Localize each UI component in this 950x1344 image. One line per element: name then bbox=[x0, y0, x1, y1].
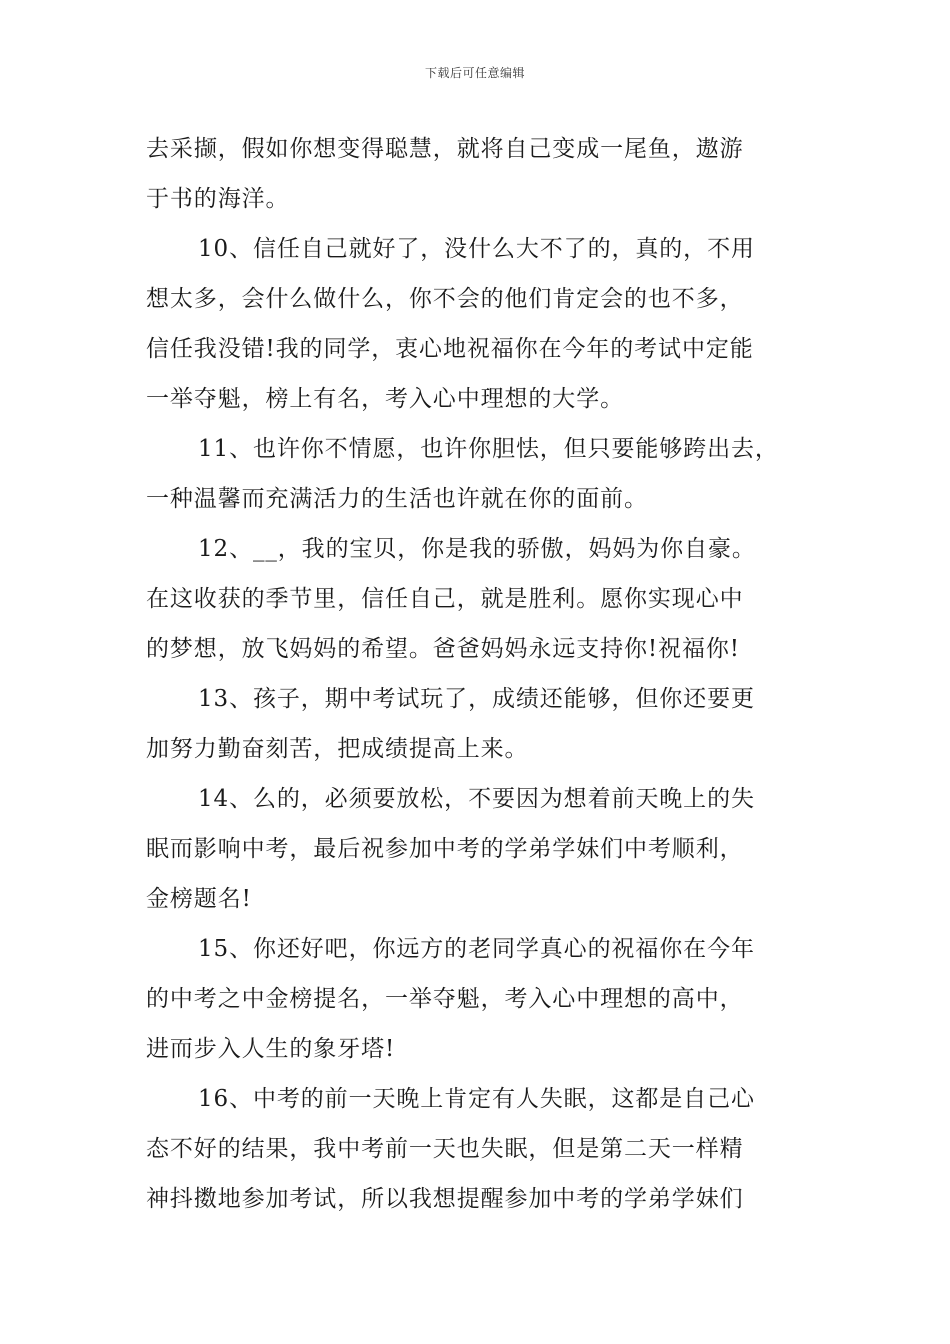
document-body bbox=[146, 124, 822, 1224]
text-line: 一种温馨而充满活力的生活也许就在你的面前。 bbox=[146, 486, 648, 512]
paragraph-start-11: 11、也许你不情愿，也许你胆怯，但只要能够跨出去， bbox=[198, 436, 779, 462]
text-line: 去采撷，假如你想变得聪慧，就将自己变成一尾鱼，遨游 bbox=[146, 136, 744, 162]
paragraph-start-12: 12、__，我的宝贝，你是我的骄傲，妈妈为你自豪。 bbox=[198, 536, 756, 562]
paragraph-start-10: 10、信任自己就好了，没什么大不了的，真的，不用 bbox=[198, 236, 755, 262]
text-line: 眠而影响中考，最后祝参加中考的学弟学妹们中考顺利， bbox=[146, 836, 744, 862]
text-line: 金榜题名! bbox=[146, 886, 252, 912]
text-line: 神抖擞地参加考试，所以我想提醒参加中考的学弟学妹们 bbox=[146, 1186, 744, 1212]
text-line: 一举夺魁，榜上有名，考入心中理想的大学。 bbox=[146, 386, 624, 412]
paragraph-start-15: 15、你还好吧，你远方的老同学真心的祝福你在今年 bbox=[198, 936, 755, 962]
text-line: 在这收获的季节里，信任自己，就是胜利。愿你实现心中 bbox=[146, 586, 744, 612]
page-header: 下载后可任意编辑 bbox=[424, 66, 525, 80]
text-line: 的梦想，放飞妈妈的希望。爸爸妈妈永远支持你!祝福你! bbox=[146, 636, 740, 662]
paragraph-start-13: 13、孩子，期中考试玩了，成绩还能够，但你还要更 bbox=[198, 686, 755, 712]
text-line: 于书的海洋。 bbox=[146, 186, 290, 212]
text-line: 的中考之中金榜提名，一举夺魁，考入心中理想的高中， bbox=[146, 986, 744, 1012]
paragraph-start-16: 16、中考的前一天晚上肯定有人失眠，这都是自己心 bbox=[198, 1086, 755, 1112]
text-line: 进而步入人生的象牙塔! bbox=[146, 1036, 396, 1062]
text-line: 想太多，会什么做什么，你不会的他们肯定会的也不多， bbox=[146, 286, 744, 312]
text-line: 信任我没错!我的同学，衷心地祝福你在今年的考试中定能 bbox=[146, 336, 754, 362]
text-line: 态不好的结果，我中考前一天也失眠，但是第二天一样精 bbox=[146, 1136, 744, 1162]
paragraph-start-14: 14、么的，必须要放松，不要因为想着前天晚上的失 bbox=[198, 786, 755, 812]
text-line: 加努力勤奋刻苦，把成绩提高上来。 bbox=[146, 736, 529, 762]
